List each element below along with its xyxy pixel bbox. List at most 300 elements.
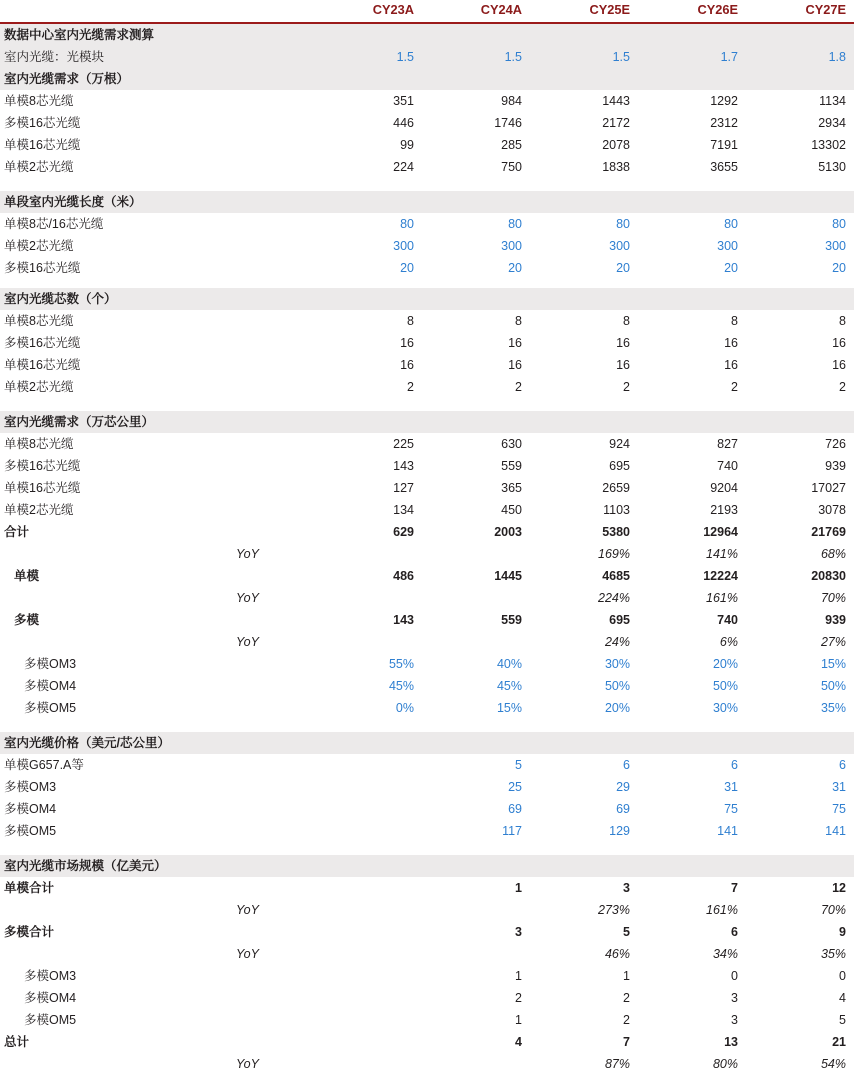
row-value-cell: 80 bbox=[832, 217, 846, 231]
row-section-label: 室内光缆价格（美元/芯公里） bbox=[0, 732, 226, 754]
row-sub-blank bbox=[226, 855, 314, 877]
row-value-cell bbox=[314, 798, 422, 820]
row-value-cell bbox=[314, 631, 422, 653]
row-value-cell bbox=[638, 411, 746, 433]
row-value-cell: 31 bbox=[832, 780, 846, 794]
row-value-cell: 40% bbox=[496, 657, 522, 671]
row-value-cell: 1 bbox=[515, 969, 522, 983]
row-yoy-label: YoY bbox=[236, 547, 259, 561]
row-value-cell: 4 bbox=[515, 1035, 522, 1049]
row-value-cell: 559 bbox=[501, 459, 522, 473]
row-value-cell: 1838 bbox=[602, 160, 630, 174]
row-label: 单模2芯光缆 bbox=[4, 380, 74, 394]
table-total-row bbox=[0, 921, 854, 943]
row-value-cell: 5130 bbox=[818, 160, 846, 174]
table-row bbox=[0, 310, 854, 332]
row-value-cell bbox=[638, 732, 746, 754]
row-value-cell: 2 bbox=[623, 380, 630, 394]
row-value-cell: 24% bbox=[604, 635, 630, 649]
row-sub-blank bbox=[226, 965, 314, 987]
row-sub-blank bbox=[226, 820, 314, 842]
row-value-cell bbox=[422, 543, 530, 565]
row-value-cell: 224% bbox=[598, 591, 630, 605]
row-value-cell: 46% bbox=[604, 947, 630, 961]
row-value-cell bbox=[314, 732, 422, 754]
row-sub-blank bbox=[226, 675, 314, 697]
row-label: 多模OM4 bbox=[4, 802, 57, 816]
table-row bbox=[0, 987, 854, 1009]
row-value-cell: 8 bbox=[623, 314, 630, 328]
row-value-cell bbox=[314, 23, 422, 46]
row-label: 总计 bbox=[4, 1035, 30, 1049]
row-value-cell: 827 bbox=[717, 437, 738, 451]
row-value-cell: 630 bbox=[501, 437, 522, 451]
row-value-cell: 80 bbox=[400, 217, 414, 231]
row-value-cell: 740 bbox=[717, 613, 738, 627]
row-sub-blank bbox=[226, 776, 314, 798]
row-sub-blank bbox=[226, 411, 314, 433]
table-section-row bbox=[0, 732, 854, 754]
row-value-cell bbox=[638, 288, 746, 310]
row-value-cell bbox=[746, 855, 854, 877]
row-value-cell: 68% bbox=[820, 547, 846, 561]
row-value-cell bbox=[314, 1031, 422, 1053]
row-yoy-label: YoY bbox=[236, 591, 259, 605]
row-value-cell: 0 bbox=[839, 969, 846, 983]
row-value-cell bbox=[314, 587, 422, 609]
row-value-cell bbox=[314, 965, 422, 987]
row-value-cell: 34% bbox=[712, 947, 738, 961]
row-label: 多模16芯光缆 bbox=[4, 336, 81, 350]
row-value-cell: 1 bbox=[515, 1013, 522, 1027]
row-value-cell bbox=[422, 732, 530, 754]
row-label: 单模2芯光缆 bbox=[4, 160, 74, 174]
row-value-cell: 12 bbox=[832, 881, 846, 895]
row-label: 多模OM5 bbox=[4, 824, 57, 838]
row-sub-blank bbox=[226, 433, 314, 455]
row-label: 单模8芯光缆 bbox=[4, 94, 74, 108]
row-value-cell bbox=[314, 921, 422, 943]
row-sub-blank bbox=[226, 134, 314, 156]
row-value-cell: 13302 bbox=[811, 138, 846, 152]
row-value-cell bbox=[422, 631, 530, 653]
row-value-cell: 80 bbox=[508, 217, 522, 231]
row-sub-blank bbox=[226, 987, 314, 1009]
row-value-cell bbox=[530, 23, 638, 46]
row-value-cell: 20 bbox=[724, 261, 738, 275]
row-value-cell: 35% bbox=[820, 947, 846, 961]
row-value-cell: 50% bbox=[604, 679, 630, 693]
row-label: 单模G657.A等 bbox=[4, 758, 84, 772]
row-value-cell: 2 bbox=[407, 380, 414, 394]
table-row bbox=[0, 776, 854, 798]
row-value-cell: 2 bbox=[515, 380, 522, 394]
row-sub-blank bbox=[226, 376, 314, 398]
row-section-label: 数据中心室内光缆需求测算 bbox=[0, 23, 226, 46]
table-row bbox=[0, 754, 854, 776]
row-sub-blank bbox=[226, 609, 314, 631]
row-sub-blank bbox=[226, 798, 314, 820]
table-total-row bbox=[0, 877, 854, 899]
row-value-cell: 17027 bbox=[811, 481, 846, 495]
row-value-cell bbox=[314, 288, 422, 310]
row-value-cell: 25 bbox=[508, 780, 522, 794]
row-value-cell: 3 bbox=[731, 1013, 738, 1027]
row-value-cell bbox=[422, 899, 530, 921]
row-value-cell: 3 bbox=[515, 925, 522, 939]
table-yoy-row bbox=[0, 943, 854, 965]
row-sub-blank bbox=[226, 112, 314, 134]
row-value-cell bbox=[314, 776, 422, 798]
row-value-cell: 143 bbox=[393, 459, 414, 473]
row-value-cell: 750 bbox=[501, 160, 522, 174]
table-total-row bbox=[0, 521, 854, 543]
row-label: 多模OM3 bbox=[4, 780, 57, 794]
row-label: 多模 bbox=[14, 613, 40, 627]
row-value-cell: 1292 bbox=[710, 94, 738, 108]
row-value-cell: 2659 bbox=[602, 481, 630, 495]
row-label: 单模合计 bbox=[4, 881, 55, 895]
row-label: 室内光缆：光模块 bbox=[0, 46, 226, 68]
row-value-cell: 450 bbox=[501, 503, 522, 517]
row-value-cell: 351 bbox=[393, 94, 414, 108]
row-value-cell bbox=[746, 732, 854, 754]
table-row bbox=[0, 46, 854, 68]
row-value-cell bbox=[746, 23, 854, 46]
row-value-cell bbox=[422, 855, 530, 877]
row-value-cell: 16 bbox=[400, 336, 414, 350]
row-value-cell: 1 bbox=[623, 969, 630, 983]
row-value-cell bbox=[530, 288, 638, 310]
row-value-cell: 12964 bbox=[703, 525, 738, 539]
row-sub-blank bbox=[226, 1009, 314, 1031]
row-value-cell: 45% bbox=[496, 679, 522, 693]
row-section-label: 室内光缆需求（万芯公里） bbox=[0, 411, 226, 433]
table-section-row bbox=[0, 68, 854, 90]
row-value-cell: 134 bbox=[393, 503, 414, 517]
row-value-cell: 16 bbox=[508, 358, 522, 372]
table-row bbox=[0, 653, 854, 675]
row-value-cell: 20% bbox=[712, 657, 738, 671]
row-value-cell: 20 bbox=[616, 261, 630, 275]
row-sub-blank bbox=[226, 257, 314, 279]
table-row bbox=[0, 820, 854, 842]
row-value-cell: 27% bbox=[820, 635, 846, 649]
row-section-label: 室内光缆需求（万根） bbox=[0, 68, 226, 90]
row-value-cell: 169% bbox=[598, 547, 630, 561]
row-value-cell: 0 bbox=[731, 969, 738, 983]
row-value-cell: 69 bbox=[508, 802, 522, 816]
row-value-cell: 9 bbox=[839, 925, 846, 939]
row-value-cell: 300 bbox=[609, 239, 630, 253]
table-total-row bbox=[0, 609, 854, 631]
row-yoy-label: YoY bbox=[236, 1057, 259, 1071]
row-value-cell bbox=[638, 23, 746, 46]
row-value-cell: 2172 bbox=[602, 116, 630, 130]
table-section-row bbox=[0, 288, 854, 310]
row-value-cell: 75 bbox=[724, 802, 738, 816]
table-row bbox=[0, 1009, 854, 1031]
row-value-cell: 740 bbox=[717, 459, 738, 473]
row-label: 单模8芯光缆 bbox=[4, 437, 74, 451]
row-value-cell bbox=[422, 943, 530, 965]
row-yoy-label: YoY bbox=[236, 947, 259, 961]
row-label: 多模16芯光缆 bbox=[4, 459, 81, 473]
row-value-cell: 6 bbox=[839, 758, 846, 772]
row-sub-blank bbox=[226, 46, 314, 68]
row-sub-blank bbox=[226, 68, 314, 90]
row-label: 多模合计 bbox=[4, 925, 55, 939]
row-sub-blank bbox=[226, 754, 314, 776]
row-value-cell: 8 bbox=[407, 314, 414, 328]
row-label: 单模2芯光缆 bbox=[4, 239, 74, 253]
spacer-cell bbox=[0, 719, 854, 732]
row-label: 单模8芯光缆 bbox=[4, 314, 74, 328]
row-value-cell: 117 bbox=[502, 824, 522, 838]
header-cell-cy24a: CY24A bbox=[422, 0, 530, 23]
row-value-cell: 141 bbox=[717, 824, 738, 838]
row-value-cell bbox=[638, 68, 746, 90]
row-value-cell: 5 bbox=[515, 758, 522, 772]
row-label: 多模OM3 bbox=[24, 657, 77, 671]
row-value-cell: 8 bbox=[515, 314, 522, 328]
row-value-cell: 161% bbox=[706, 903, 738, 917]
row-value-cell: 939 bbox=[825, 613, 846, 627]
row-label: 单模16芯光缆 bbox=[4, 481, 81, 495]
table-total-row bbox=[0, 565, 854, 587]
table-spacer-row bbox=[0, 398, 854, 411]
row-value-cell: 2 bbox=[623, 1013, 630, 1027]
row-value-cell: 87% bbox=[604, 1057, 630, 1071]
row-value-cell: 16 bbox=[832, 336, 846, 350]
row-sub-blank bbox=[226, 477, 314, 499]
header-cell-cy26e: CY26E bbox=[638, 0, 746, 23]
row-value-cell: 285 bbox=[501, 138, 522, 152]
row-value-cell bbox=[314, 877, 422, 899]
row-value-cell: 695 bbox=[609, 613, 630, 627]
row-label: 多模16芯光缆 bbox=[4, 261, 81, 275]
row-value-cell bbox=[314, 1009, 422, 1031]
row-value-cell: 2 bbox=[731, 380, 738, 394]
row-value-cell: 726 bbox=[825, 437, 846, 451]
row-value-cell bbox=[314, 754, 422, 776]
row-value-cell bbox=[314, 987, 422, 1009]
row-value-cell: 6 bbox=[623, 758, 630, 772]
row-value-cell: 30% bbox=[604, 657, 630, 671]
row-value-cell: 939 bbox=[825, 459, 846, 473]
row-value-cell: 16 bbox=[724, 336, 738, 350]
row-value-cell: 7 bbox=[623, 1035, 630, 1049]
row-value-cell bbox=[530, 191, 638, 213]
row-value-cell: 70% bbox=[820, 903, 846, 917]
row-value-cell bbox=[422, 68, 530, 90]
table-row bbox=[0, 433, 854, 455]
row-label bbox=[0, 1053, 226, 1075]
header-cell-blank-label bbox=[0, 0, 226, 23]
row-value-cell: 5 bbox=[623, 925, 630, 939]
row-value-cell: 80% bbox=[712, 1057, 738, 1071]
table-row bbox=[0, 332, 854, 354]
row-section-label: 单段室内光缆长度（米） bbox=[0, 191, 226, 213]
row-value-cell: 143 bbox=[393, 613, 414, 627]
row-sub-blank bbox=[226, 235, 314, 257]
row-value-cell bbox=[314, 855, 422, 877]
row-value-cell: 1445 bbox=[494, 569, 522, 583]
row-value-cell: 75 bbox=[832, 802, 846, 816]
table-row bbox=[0, 697, 854, 719]
header-cell-cy27e: CY27E bbox=[746, 0, 854, 23]
row-section-label: 室内光缆芯数（个） bbox=[0, 288, 226, 310]
row-sub-blank bbox=[226, 354, 314, 376]
row-value-cell bbox=[530, 855, 638, 877]
table-body bbox=[0, 23, 854, 1075]
table-row bbox=[0, 499, 854, 521]
row-label: 多模OM4 bbox=[24, 679, 77, 693]
row-label: 多模OM5 bbox=[24, 701, 77, 715]
row-value-cell: 2193 bbox=[710, 503, 738, 517]
row-sub-blank bbox=[226, 732, 314, 754]
row-value-cell: 35% bbox=[820, 701, 846, 715]
table-row bbox=[0, 134, 854, 156]
row-value-cell: 20 bbox=[508, 261, 522, 275]
row-value-cell bbox=[746, 288, 854, 310]
header-row bbox=[0, 0, 854, 23]
row-label: 单模16芯光缆 bbox=[4, 358, 81, 372]
row-value-cell: 129 bbox=[609, 824, 630, 838]
row-value-cell: 1.7 bbox=[638, 46, 746, 68]
table-row bbox=[0, 213, 854, 235]
row-label bbox=[0, 899, 226, 921]
row-sub-blank bbox=[226, 877, 314, 899]
row-value-cell: 1 bbox=[515, 881, 522, 895]
row-value-cell: 559 bbox=[501, 613, 522, 627]
row-sub-blank bbox=[226, 455, 314, 477]
row-value-cell: 446 bbox=[393, 116, 414, 130]
row-value-cell: 69 bbox=[616, 802, 630, 816]
row-value-cell: 20 bbox=[832, 261, 846, 275]
row-value-cell: 21 bbox=[832, 1035, 846, 1049]
row-value-cell bbox=[638, 191, 746, 213]
row-sub-blank bbox=[226, 90, 314, 112]
table-row bbox=[0, 257, 854, 279]
row-value-cell: 300 bbox=[393, 239, 414, 253]
row-value-cell: 225 bbox=[393, 437, 414, 451]
row-label: 单模8芯/16芯光缆 bbox=[4, 217, 104, 231]
row-value-cell: 695 bbox=[609, 459, 630, 473]
row-value-cell: 50% bbox=[712, 679, 738, 693]
row-value-cell bbox=[314, 543, 422, 565]
table-yoy-row bbox=[0, 587, 854, 609]
row-value-cell: 16 bbox=[832, 358, 846, 372]
row-label bbox=[0, 631, 226, 653]
row-value-cell: 7191 bbox=[710, 138, 738, 152]
row-value-cell: 6 bbox=[731, 925, 738, 939]
row-value-cell: 224 bbox=[393, 160, 414, 174]
row-label bbox=[0, 543, 226, 565]
row-value-cell: 629 bbox=[393, 525, 414, 539]
row-value-cell: 3655 bbox=[710, 160, 738, 174]
header-cell-cy25e: CY25E bbox=[530, 0, 638, 23]
row-value-cell: 1746 bbox=[494, 116, 522, 130]
row-sub-blank bbox=[226, 921, 314, 943]
row-value-cell: 2 bbox=[839, 380, 846, 394]
row-value-cell bbox=[314, 943, 422, 965]
row-value-cell: 54% bbox=[820, 1057, 846, 1071]
table-yoy-row bbox=[0, 543, 854, 565]
row-label: 合计 bbox=[4, 525, 30, 539]
row-value-cell bbox=[422, 1053, 530, 1075]
row-label: 单模 bbox=[14, 569, 40, 583]
table-row bbox=[0, 156, 854, 178]
row-value-cell: 30% bbox=[712, 701, 738, 715]
row-value-cell bbox=[530, 68, 638, 90]
row-value-cell: 16 bbox=[724, 358, 738, 372]
row-label: 多模OM3 bbox=[24, 969, 77, 983]
row-value-cell: 55% bbox=[388, 657, 414, 671]
row-value-cell: 1103 bbox=[603, 503, 630, 517]
row-value-cell: 5380 bbox=[602, 525, 630, 539]
table-section-row bbox=[0, 23, 854, 46]
row-value-cell: 7 bbox=[731, 881, 738, 895]
row-value-cell bbox=[422, 288, 530, 310]
row-value-cell: 3078 bbox=[818, 503, 846, 517]
row-value-cell: 16 bbox=[400, 358, 414, 372]
row-value-cell: 6% bbox=[719, 635, 738, 649]
row-value-cell: 9204 bbox=[710, 481, 738, 495]
table-row bbox=[0, 965, 854, 987]
table-row bbox=[0, 455, 854, 477]
row-value-cell: 21769 bbox=[811, 525, 846, 539]
spacer-cell bbox=[0, 279, 854, 288]
row-value-cell: 3 bbox=[731, 991, 738, 1005]
row-value-cell: 141 bbox=[825, 824, 846, 838]
row-value-cell: 13 bbox=[724, 1035, 738, 1049]
row-value-cell: 16 bbox=[508, 336, 522, 350]
row-yoy-label: YoY bbox=[236, 635, 259, 649]
row-value-cell bbox=[746, 411, 854, 433]
row-yoy-label: YoY bbox=[236, 903, 259, 917]
row-value-cell: 20830 bbox=[811, 569, 846, 583]
row-value-cell: 161% bbox=[706, 591, 738, 605]
row-sub-blank bbox=[226, 499, 314, 521]
row-sub-blank bbox=[226, 653, 314, 675]
row-sub-blank bbox=[226, 156, 314, 178]
row-value-cell: 20 bbox=[400, 261, 414, 275]
row-sub-blank bbox=[226, 521, 314, 543]
row-label bbox=[0, 587, 226, 609]
row-value-cell: 8 bbox=[839, 314, 846, 328]
row-value-cell: 15% bbox=[820, 657, 846, 671]
row-label bbox=[0, 943, 226, 965]
row-value-cell bbox=[314, 191, 422, 213]
row-value-cell: 29 bbox=[616, 780, 630, 794]
row-sub-blank bbox=[226, 565, 314, 587]
row-value-cell: 16 bbox=[616, 336, 630, 350]
row-label: 多模OM4 bbox=[24, 991, 77, 1005]
row-label: 多模16芯光缆 bbox=[4, 116, 81, 130]
row-value-cell: 1443 bbox=[602, 94, 630, 108]
row-sub-blank bbox=[226, 1031, 314, 1053]
row-value-cell bbox=[422, 587, 530, 609]
row-value-cell bbox=[314, 1053, 422, 1075]
row-value-cell: 300 bbox=[501, 239, 522, 253]
table-row bbox=[0, 376, 854, 398]
row-value-cell: 4685 bbox=[602, 569, 630, 583]
spacer-cell bbox=[0, 398, 854, 411]
row-value-cell bbox=[530, 732, 638, 754]
row-value-cell: 2078 bbox=[602, 138, 630, 152]
row-value-cell: 4 bbox=[839, 991, 846, 1005]
